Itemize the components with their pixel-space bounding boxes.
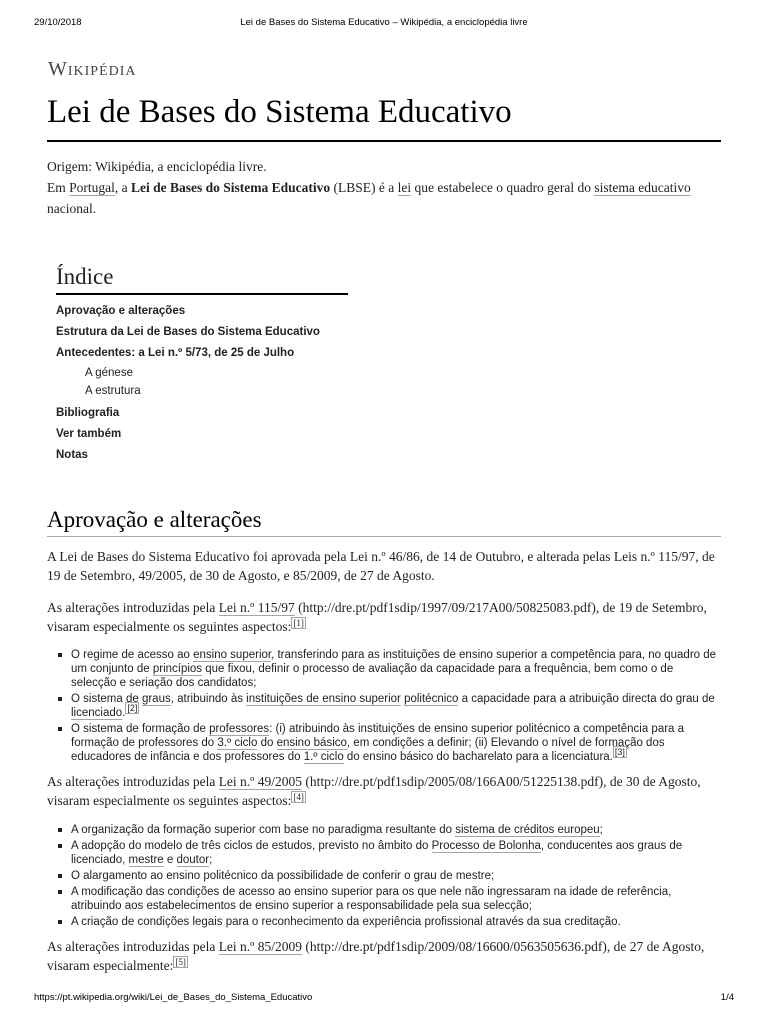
link-portugal[interactable]: Portugal [69, 180, 115, 195]
link-1-ciclo[interactable]: 1.º ciclo [303, 751, 344, 763]
link-lei-85-2009[interactable]: Lei n.º 85/2009 [218, 939, 302, 954]
link-sistema-creditos-europeu[interactable]: sistema de créditos europeu [455, 824, 600, 836]
link-processo-bolonha[interactable]: Processo de Bolonha [431, 840, 541, 852]
toc-item[interactable]: Aprovação e alterações [56, 305, 186, 317]
print-url[interactable]: https://pt.wikipedia.org/wiki/Lei_de_Bases_do_Sistema_Educativo [34, 992, 313, 1003]
toc-item[interactable]: Notas [56, 449, 88, 461]
link-doutor[interactable]: doutor [176, 854, 210, 866]
link-ensino-basico[interactable]: ensino básico [276, 737, 347, 749]
link-instituicoes-ensino-superior[interactable]: instituições de ensino superior [246, 693, 401, 705]
list-item: A adopção do modelo de três ciclos de estudos, previsto no âmbito do Processo de Bolonha, conducentes aos graus de licenciado, mestre e doutor; [71, 839, 721, 867]
link-mestre[interactable]: mestre [128, 854, 164, 866]
origin-note: Origem: Wikipédia, a enciclopédia livre. [47, 159, 267, 174]
list-item: O alargamento ao ensino politécnico da possibilidade de conferir o grau de mestre; [71, 869, 721, 883]
page-number: 1/4 [720, 992, 734, 1003]
reference-4[interactable]: [4] [293, 791, 304, 802]
print-doc-title: Lei de Bases do Sistema Educativo – Wikipédia, a enciclopédia livre [240, 17, 528, 28]
link-lei-49-2005[interactable]: Lei n.º 49/2005 [218, 774, 302, 789]
link-sistema-educativo[interactable]: sistema educativo [594, 180, 691, 195]
list-item: O sistema de formação de professores: (i) atribuindo às instituições de ensino superior politécnico a competência para a formação de professores do 3.º ciclo do ensino básico, em condições a definir; (ii) Elevando o nível de formação dos educadores de infância e dos professores do 1.º ciclo do ensino básico do bacharelato para a licenciatura. [3] [71, 722, 721, 764]
link-principios[interactable]: princípios [152, 663, 203, 675]
list-item: A organização da formação superior com base no paradigma resultante do sistema de créditos europeu; [71, 823, 721, 837]
reference-2[interactable]: [2] [127, 703, 138, 714]
list-item: O sistema de graus, atribuindo às instituições de ensino superior politécnico a capacidade para a atribuição directa do grau de licenciado. [2] [71, 692, 721, 720]
toc-list [56, 301, 348, 466]
toc-subitem[interactable]: A génese [85, 367, 133, 379]
print-header [34, 17, 734, 31]
toc-item[interactable]: Estrutura da Lei de Bases do Sistema Educativo [56, 326, 320, 338]
paragraph: As alterações introduzidas pela Lei n.º 115/97 (http://dre.pt/pdf1sdip/1997/09/217A00/50825083.pdf), de 19 de Setembro, visaram especialmente os seguintes aspectos: [1] [47, 600, 707, 634]
wikipedia-logo[interactable]: Wikipédia [48, 58, 137, 80]
section-heading: Aprovação e alterações [47, 506, 721, 537]
link-professores[interactable]: professores [209, 723, 270, 735]
toc-subitem[interactable]: A estrutura [85, 385, 141, 397]
link-graus[interactable]: graus [141, 693, 171, 705]
reference-3[interactable]: [3] [614, 747, 625, 758]
link-politecnico[interactable]: politécnico [404, 693, 459, 705]
changes-list-115-97 [47, 648, 721, 764]
print-footer [34, 992, 734, 1006]
toc-title: Índice [56, 263, 348, 295]
reference-5[interactable]: [5] [175, 956, 186, 967]
link-lei-115-97[interactable]: Lei n.º 115/97 [218, 600, 295, 615]
article-subject: Lei de Bases do Sistema Educativo [131, 180, 331, 195]
reference-1[interactable]: [1] [293, 617, 304, 628]
list-item: A criação de condições legais para o reconhecimento da experiência profissional através da sua creditação. [71, 915, 721, 929]
list-item: A modificação das condições de acesso ao ensino superior para os que nele não ingressaram na idade de referência, atribuindo aos estabelecimentos de ensino superior a responsabilidade pela sua selecção; [71, 885, 721, 913]
intro-paragraph: Em Portugal, a Lei de Bases do Sistema Educativo (LBSE) é a lei que estabelece o quadro geral do sistema educativo nacional. [47, 180, 691, 216]
paragraph: As alterações introduzidas pela Lei n.º 85/2009 (http://dre.pt/pdf1sdip/2009/08/16600/0563505636.pdf), de 27 de Agosto, visaram especialmente: [5] [47, 939, 705, 973]
link-ensino-superior[interactable]: ensino superior [193, 649, 272, 661]
changes-list-49-2005 [47, 823, 721, 929]
page-title: Lei de Bases do Sistema Educativo [47, 90, 721, 142]
link-lei[interactable]: lei [397, 180, 412, 195]
paragraph: As alterações introduzidas pela Lei n.º 49/2005 (http://dre.pt/pdf1sdip/2005/08/166A00/51225138.pdf), de 30 de Agosto, visaram especialmente os seguintes aspectos: [4] [47, 774, 701, 808]
print-date: 29/10/2018 [34, 17, 82, 28]
toc-item[interactable]: Ver também [56, 428, 122, 440]
toc-item[interactable]: Bibliografia [56, 407, 120, 419]
article-content [47, 58, 721, 988]
list-item: O regime de acesso ao ensino superior, transferindo para as instituições de ensino superior a competência para, no quadro de um conjunto de princípios que fixou, definir o processo de avaliação da capacidade para a frequência, bem como o de selecção e seriação dos candidatos; [71, 648, 721, 690]
link-licenciado[interactable]: licenciado [71, 707, 123, 719]
toc-item[interactable]: Antecedentes: a Lei n.º 5/73, de 25 de Julho [56, 347, 295, 359]
table-of-contents [56, 263, 348, 466]
link-3-ciclo[interactable]: 3.º ciclo [217, 737, 258, 749]
paragraph: A Lei de Bases do Sistema Educativo foi aprovada pela Lei n.º 46/86, de 14 de Outubro, e alterada pelas Leis n.º 115/97, de 19 de Setembro, 49/2005, de 30 de Agosto, e 85/2009, de 27 de Agosto. [47, 549, 715, 583]
